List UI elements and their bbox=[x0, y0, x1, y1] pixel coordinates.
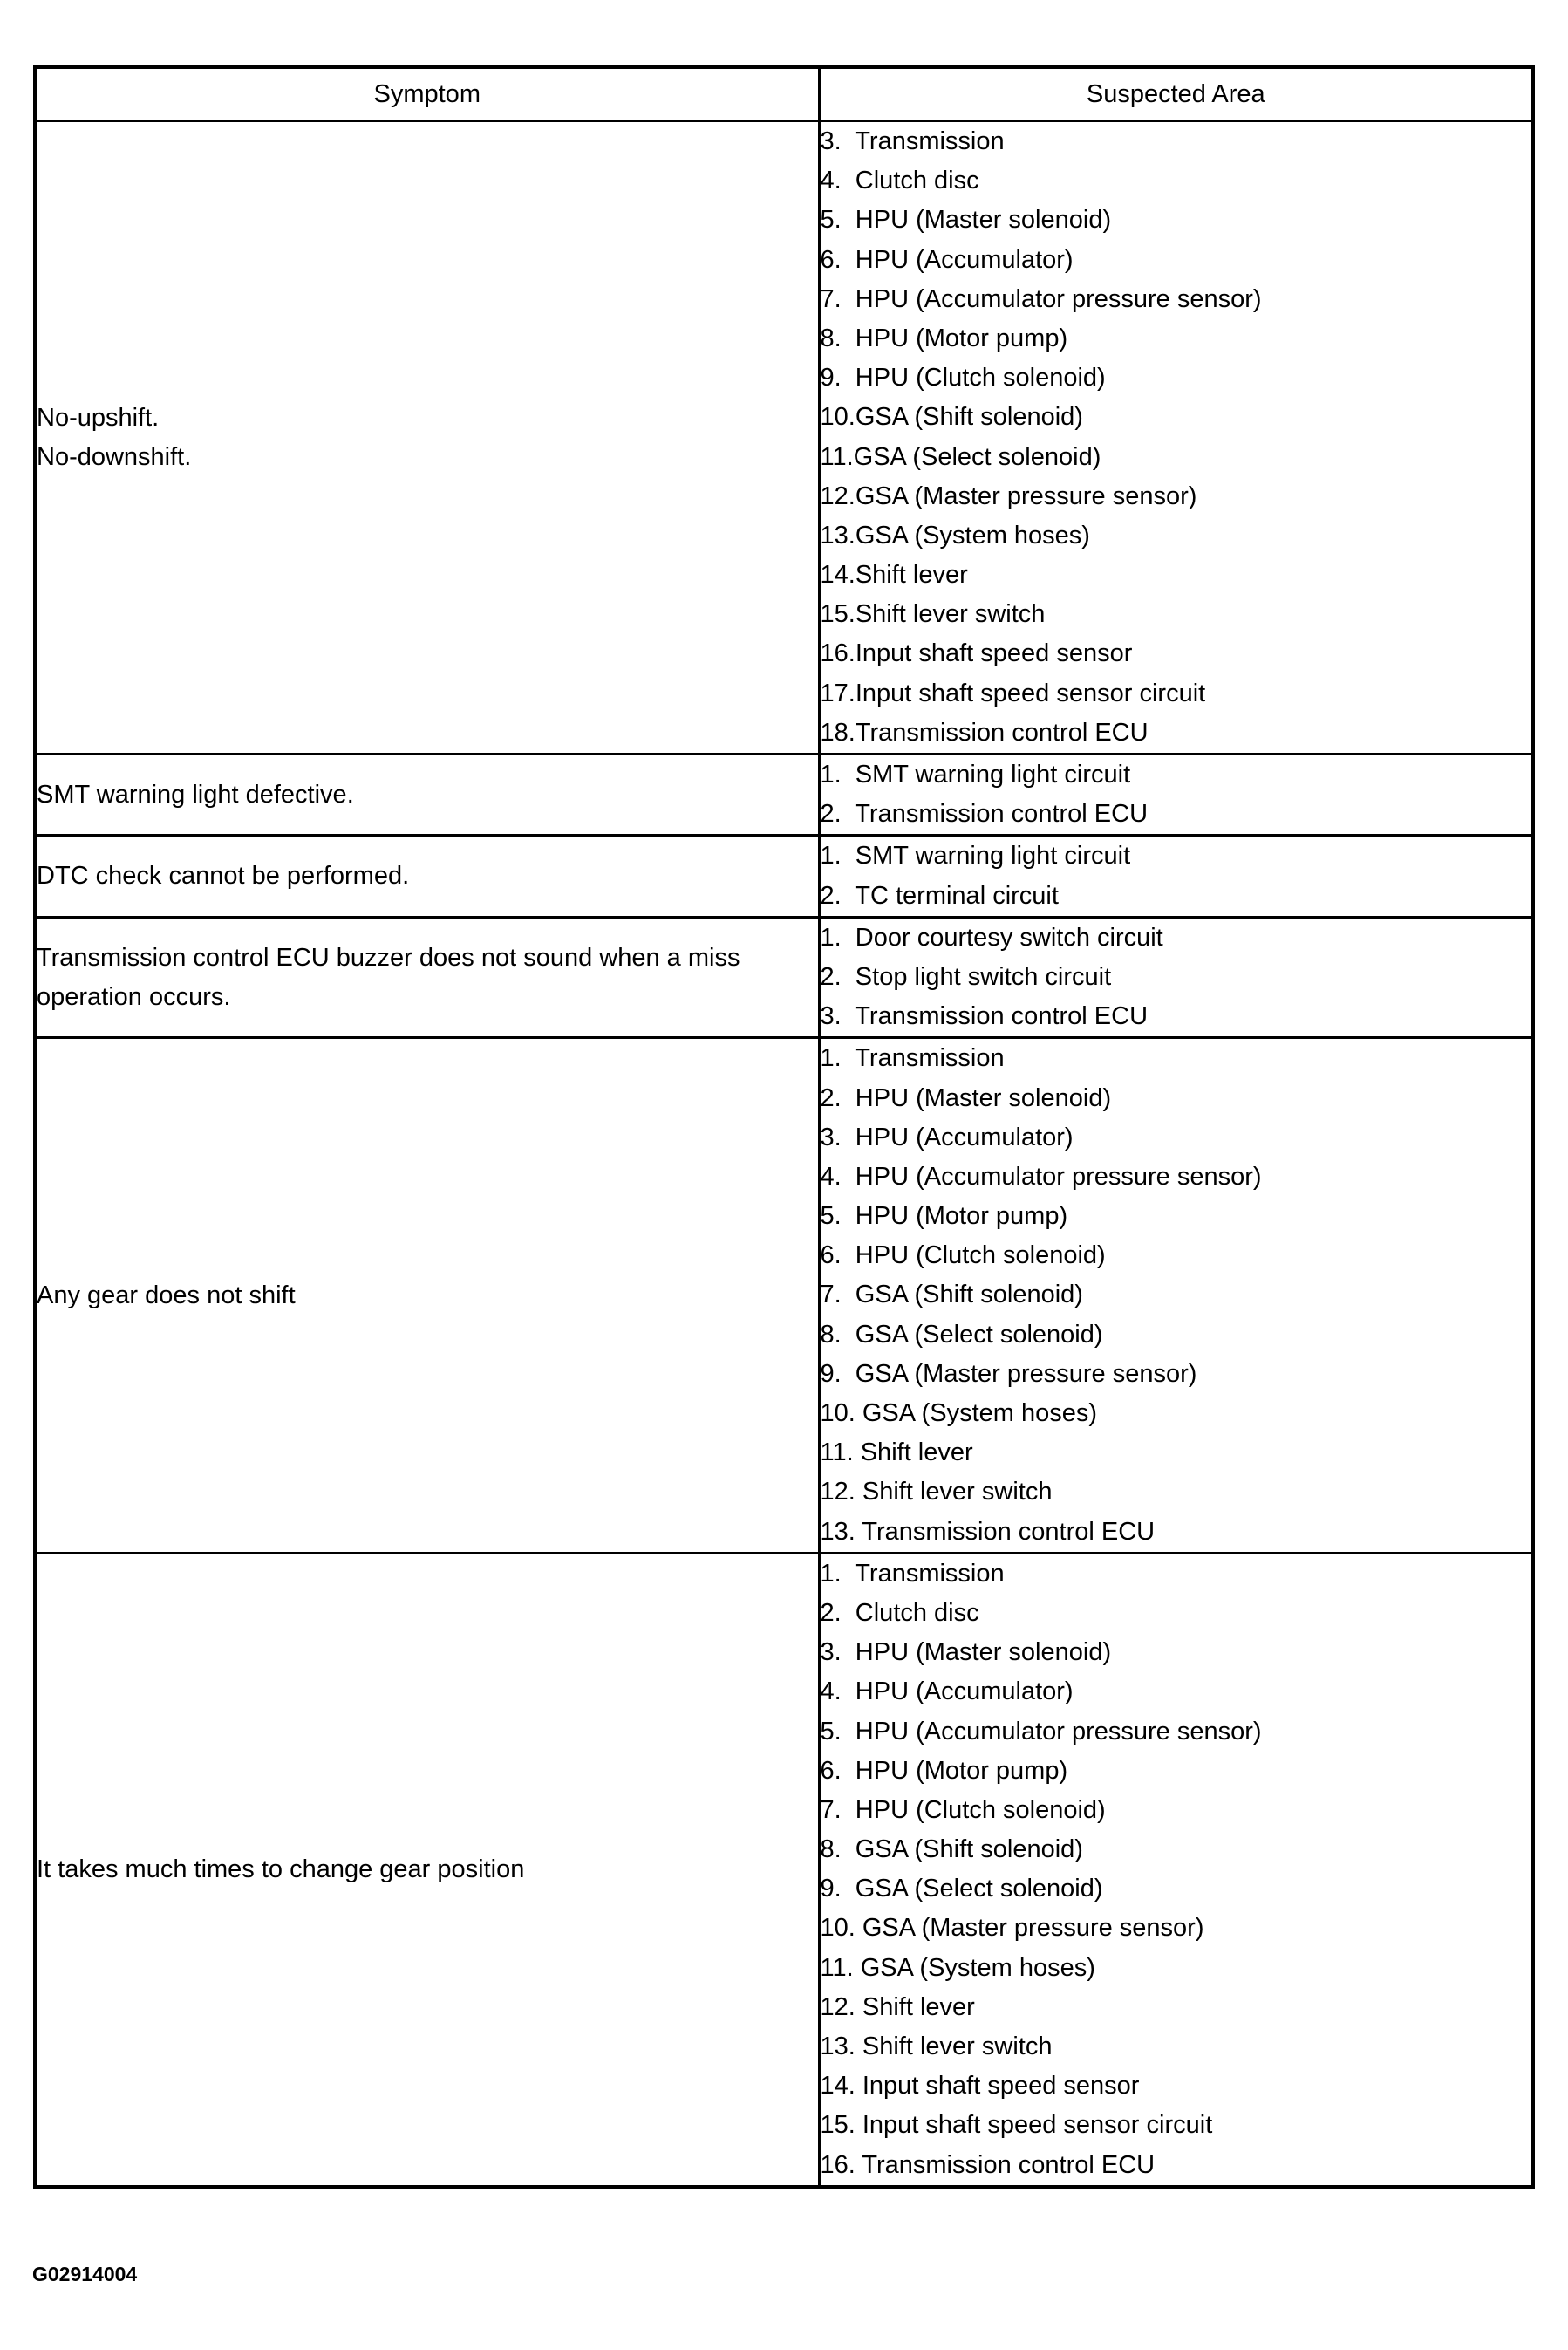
suspected-area-item: 12.GSA (Master pressure sensor) bbox=[820, 482, 1197, 510]
suspected-area-cell bbox=[819, 1553, 1533, 2187]
suspected-area-item: 1. Transmission bbox=[820, 1559, 1005, 1588]
suspected-area-item: 5. HPU (Accumulator pressure sensor) bbox=[820, 1717, 1262, 1745]
suspected-area-item: 7. HPU (Clutch solenoid) bbox=[820, 1795, 1106, 1824]
suspected-area-item: 15.Shift lever switch bbox=[820, 600, 1046, 629]
suspected-area-item: 4. HPU (Accumulator) bbox=[820, 1677, 1074, 1706]
table-row bbox=[35, 1553, 1533, 2187]
suspected-area-list bbox=[821, 919, 1532, 1037]
suspected-area-item: 8. GSA (Shift solenoid) bbox=[820, 1835, 1083, 1864]
table-body bbox=[35, 121, 1533, 2187]
suspected-area-item: 14. Input shaft speed sensor bbox=[820, 2072, 1140, 2101]
symptom-text: DTC check cannot be performed. bbox=[37, 862, 410, 891]
suspected-area-item: 16. Transmission control ECU bbox=[820, 2150, 1156, 2179]
table-row bbox=[35, 917, 1533, 1038]
symptom-text: Transmission control ECU buzzer does not sound when a miss operation occurs. bbox=[37, 943, 740, 1011]
suspected-area-item: 17.Input shaft speed sensor circuit bbox=[820, 679, 1206, 707]
symptom-text: It takes much times to change gear position bbox=[37, 1855, 525, 1883]
suspected-area-item: 15. Input shaft speed sensor circuit bbox=[820, 2111, 1213, 2140]
suspected-area-item: 11. Shift lever bbox=[820, 1438, 973, 1467]
suspected-area-item: 8. GSA (Select solenoid) bbox=[820, 1320, 1103, 1349]
suspected-area-list bbox=[821, 837, 1532, 915]
symptom-text: No-downshift. bbox=[37, 442, 192, 471]
suspected-area-item: 2. TC terminal circuit bbox=[820, 881, 1059, 910]
suspected-area-item: 2. Stop light switch circuit bbox=[820, 962, 1112, 991]
suspected-area-item: 12. Shift lever bbox=[820, 1992, 975, 2021]
table-row bbox=[35, 121, 1533, 755]
suspected-area-item: 4. HPU (Accumulator pressure sensor) bbox=[820, 1162, 1262, 1191]
symptom-cell bbox=[35, 755, 819, 836]
symptom-text: No-upshift. bbox=[37, 403, 160, 432]
suspected-area-item: 7. GSA (Shift solenoid) bbox=[820, 1281, 1083, 1309]
table-row bbox=[35, 755, 1533, 836]
suspected-area-item: 4. Clutch disc bbox=[820, 167, 979, 195]
suspected-area-list bbox=[821, 1554, 1532, 2185]
suspected-area-item: 14.Shift lever bbox=[820, 561, 968, 590]
symptom-text: SMT warning light defective. bbox=[37, 780, 354, 809]
suspected-area-item: 1. Transmission bbox=[820, 1044, 1005, 1073]
table-row bbox=[35, 1038, 1533, 1553]
suspected-area-item: 1. SMT warning light circuit bbox=[820, 842, 1131, 871]
symptom-cell bbox=[35, 917, 819, 1038]
suspected-area-item: 8. HPU (Motor pump) bbox=[820, 324, 1068, 352]
suspected-area-item: 6. HPU (Clutch solenoid) bbox=[820, 1241, 1106, 1270]
suspected-area-item: 10. GSA (Master pressure sensor) bbox=[820, 1914, 1204, 1943]
symptom-cell bbox=[35, 121, 819, 755]
suspected-area-item: 9. GSA (Master pressure sensor) bbox=[820, 1359, 1197, 1388]
suspected-area-item: 6. HPU (Motor pump) bbox=[820, 1756, 1068, 1785]
suspected-area-item: 1. Door courtesy switch circuit bbox=[820, 923, 1163, 952]
suspected-area-cell bbox=[819, 917, 1533, 1038]
figure-code: G02914004 bbox=[32, 2263, 138, 2285]
symptom-text: Any gear does not shift bbox=[37, 1281, 296, 1309]
suspected-area-item: 6. HPU (Accumulator) bbox=[820, 245, 1074, 274]
header-symptom: Symptom bbox=[35, 67, 819, 121]
suspected-area-item: 12. Shift lever switch bbox=[820, 1478, 1053, 1506]
suspected-area-item: 3. Transmission control ECU bbox=[820, 1002, 1149, 1031]
suspected-area-cell bbox=[819, 755, 1533, 836]
suspected-area-item: 16.Input shaft speed sensor bbox=[820, 639, 1133, 668]
troubleshooting-table bbox=[33, 65, 1535, 2189]
table-row bbox=[35, 836, 1533, 917]
suspected-area-item: 1. SMT warning light circuit bbox=[820, 761, 1131, 789]
header-suspected-area: Suspected Area bbox=[819, 67, 1533, 121]
suspected-area-item: 13. Transmission control ECU bbox=[820, 1517, 1156, 1546]
suspected-area-item: 2. Transmission control ECU bbox=[820, 800, 1149, 829]
suspected-area-cell bbox=[819, 836, 1533, 917]
suspected-area-item: 3. HPU (Accumulator) bbox=[820, 1123, 1074, 1151]
suspected-area-item: 5. HPU (Motor pump) bbox=[820, 1202, 1068, 1231]
suspected-area-item: 5. HPU (Master solenoid) bbox=[820, 206, 1112, 235]
suspected-area-list bbox=[821, 755, 1532, 834]
suspected-area-item: 7. HPU (Accumulator pressure sensor) bbox=[820, 284, 1262, 313]
suspected-area-item: 13.GSA (System hoses) bbox=[820, 521, 1090, 550]
suspected-area-item: 10.GSA (Shift solenoid) bbox=[820, 403, 1083, 432]
table-header-row bbox=[35, 67, 1533, 121]
suspected-area-item: 3. HPU (Master solenoid) bbox=[820, 1638, 1112, 1667]
suspected-area-item: 9. GSA (Select solenoid) bbox=[820, 1875, 1103, 1903]
suspected-area-item: 11. GSA (System hoses) bbox=[820, 1953, 1095, 1982]
symptom-cell bbox=[35, 1038, 819, 1553]
suspected-area-item: 3. Transmission bbox=[820, 127, 1005, 155]
suspected-area-item: 18.Transmission control ECU bbox=[820, 718, 1149, 747]
symptom-cell bbox=[35, 836, 819, 917]
suspected-area-item: 2. Clutch disc bbox=[820, 1598, 979, 1627]
suspected-area-list bbox=[821, 122, 1532, 753]
suspected-area-list bbox=[821, 1039, 1532, 1551]
suspected-area-item: 11.GSA (Select solenoid) bbox=[820, 442, 1101, 471]
suspected-area-item: 10. GSA (System hoses) bbox=[820, 1399, 1098, 1427]
symptom-cell bbox=[35, 1553, 819, 2187]
suspected-area-item: 9. HPU (Clutch solenoid) bbox=[820, 364, 1106, 393]
troubleshooting-table-container bbox=[33, 65, 1531, 2189]
suspected-area-cell bbox=[819, 121, 1533, 755]
suspected-area-item: 13. Shift lever switch bbox=[820, 2032, 1053, 2060]
suspected-area-item: 2. HPU (Master solenoid) bbox=[820, 1083, 1112, 1112]
suspected-area-cell bbox=[819, 1038, 1533, 1553]
